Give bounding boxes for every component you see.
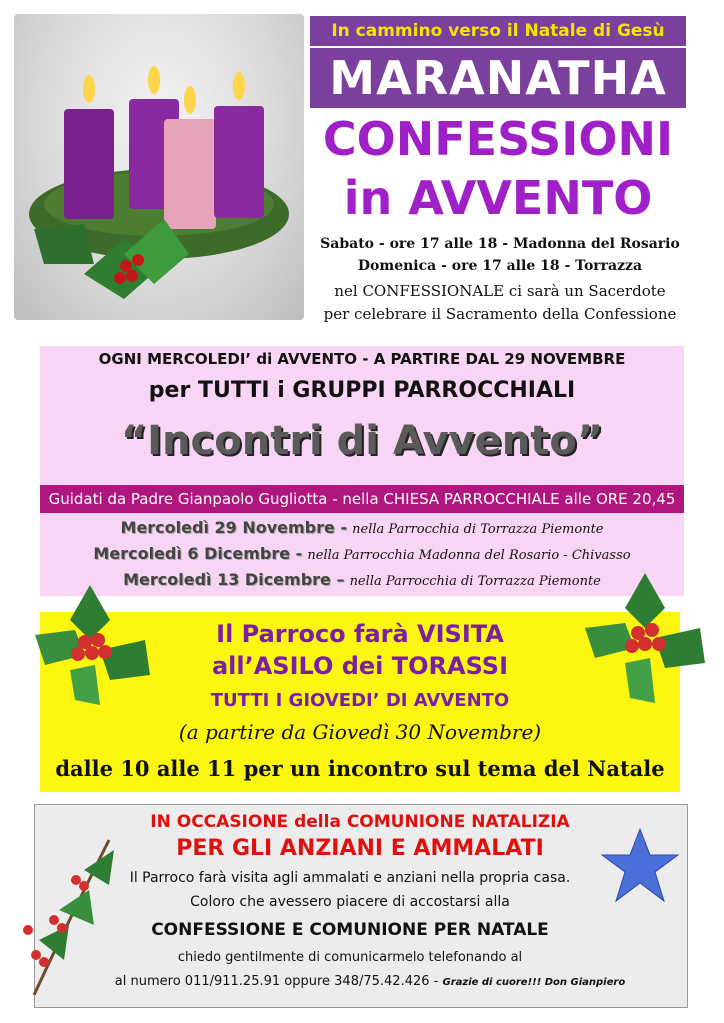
kindergarten-line3: TUTTI I GIOVEDI’ DI AVVENTO: [210, 690, 510, 711]
meeting-place: nella Parrocchia di Torrazza Piemonte: [352, 522, 604, 537]
communion-line2: PER GLI ANZIANI E AMMALATI: [176, 836, 544, 861]
confessions-title-line1: CONFESSIONI: [322, 112, 674, 166]
communion-phone-line: al numero 011/911.25.91 oppure 348/75.42.426 -: [114, 974, 439, 989]
confession-note-line1: nel CONFESSIONALE ci sarà un Sacerdote: [334, 282, 666, 300]
meetings-title: “Incontri di Avvento”: [120, 418, 604, 464]
meeting-date-row: [40, 518, 684, 537]
schedule-saturday: Sabato - ore 17 alle 18 - Madonna del Rosario: [320, 236, 680, 252]
kindergarten-line1: Il Parroco farà VISITA: [216, 620, 504, 648]
holly-icon: [30, 580, 160, 710]
meeting-date-row: [40, 544, 684, 563]
meeting-date: Mercoledì 29 Novembre -: [120, 518, 348, 537]
meeting-place: nella Parrocchia Madonna del Rosario - Chivasso: [307, 548, 631, 563]
header-title: MARANATHA: [310, 48, 686, 108]
communion-line4: Coloro che avessero piacere di accostarsi alla: [190, 894, 510, 910]
communion-signature: Grazie di cuore!!! Don Gianpiero: [442, 977, 626, 988]
meetings-guided-by: Guidati da Padre Gianpaolo Gugliotta - nella CHIESA PARROCCHIALE alle ORE 20,45: [40, 485, 684, 513]
advent-candles-icon: [14, 14, 304, 320]
communion-line5: CONFESSIONE E COMUNIONE PER NATALE: [151, 920, 549, 940]
header-subtitle: In cammino verso il Natale di Gesù: [310, 16, 686, 46]
meeting-date: Mercoledì 13 Dicembre –: [123, 570, 345, 589]
kindergarten-line5: dalle 10 alle 11 per un incontro sul tema del Natale: [55, 756, 665, 781]
advent-candles-image: [14, 14, 304, 320]
meeting-date: Mercoledì 6 Dicembre -: [93, 544, 303, 563]
schedule-sunday: Domenica - ore 17 alle 18 - Torrazza: [357, 258, 643, 274]
confessions-title-line2: in AVVENTO: [343, 171, 653, 225]
meetings-groups: per TUTTI i GRUPPI PARROCCHIALI: [148, 378, 576, 403]
communion-line1: IN OCCASIONE della COMUNIONE NATALIZIA: [150, 812, 570, 832]
holly-icon: [580, 568, 710, 708]
meetings-every: OGNI MERCOLEDI’ di AVVENTO - A PARTIRE DAL 29 NOVEMBRE: [98, 350, 626, 368]
meeting-place: nella Parrocchia di Torrazza Piemonte: [349, 574, 601, 589]
kindergarten-line2: all’ASILO dei TORASSI: [211, 652, 509, 680]
kindergarten-line4: (a partire da Giovedì 30 Novembre): [178, 720, 542, 744]
communion-contact: [70, 974, 670, 989]
confession-note-line2: per celebrare il Sacramento della Confessione: [323, 305, 677, 323]
communion-line6: chiedo gentilmente di comunicarmelo telefonando al: [177, 950, 523, 965]
communion-line3: Il Parroco farà visita agli ammalati e anziani nella propria casa.: [129, 870, 571, 886]
